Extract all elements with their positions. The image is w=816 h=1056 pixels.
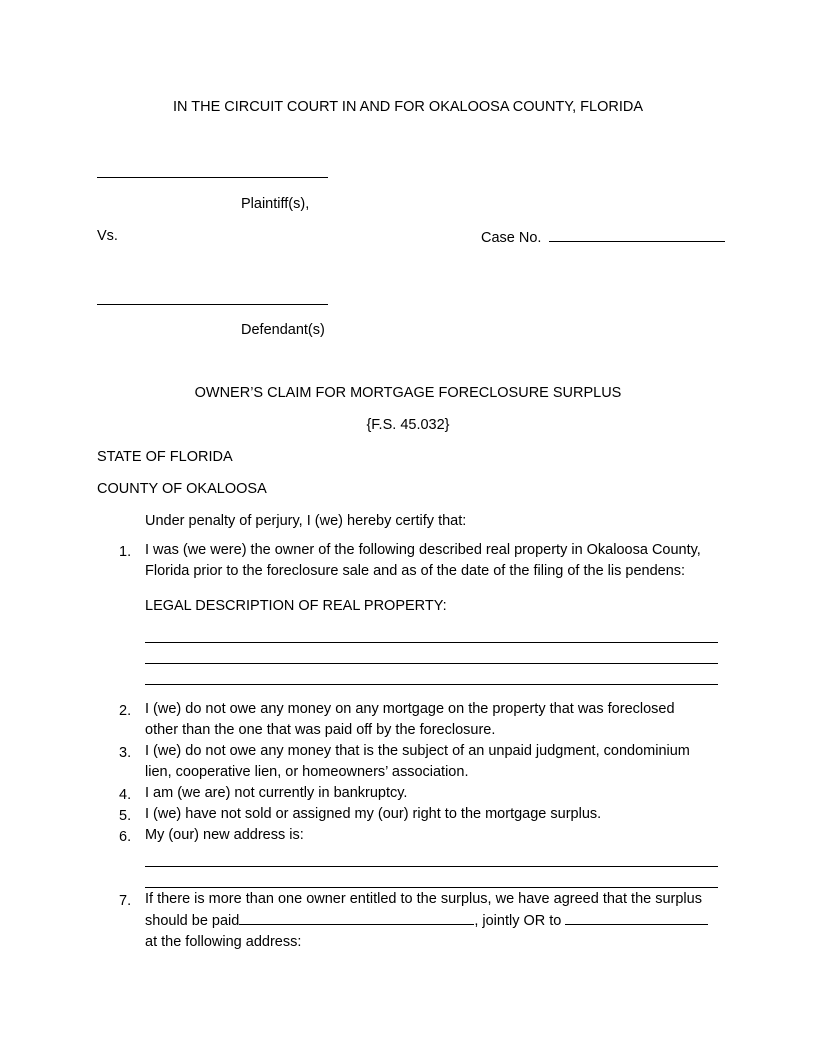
document-title: OWNER’S CLAIM FOR MORTGAGE FORECLOSURE SURPLUS	[194, 385, 622, 401]
item-3-text: I (we) do not owe any money that is the subject of an unpaid judgment, condominium lien, cooperative lien, or homeowners’ association.	[145, 743, 690, 780]
plaintiff-name-line[interactable]	[97, 177, 328, 178]
legal-description-line[interactable]	[145, 642, 718, 643]
item-4-text: I am (we are) not currently in bankruptcy.	[145, 785, 408, 801]
item-5-text: I (we) have not sold or assigned my (our) right to the mortgage surplus.	[145, 806, 602, 822]
item-number: 2.	[119, 703, 132, 719]
new-address-line[interactable]	[145, 866, 718, 867]
item-1-text: I was (we were) the owner of the following described real property in Okaloosa County, Florida prior to the foreclosure sale and as of the date of the filing of the lis pendens:	[145, 542, 701, 579]
legal-description-line[interactable]	[145, 663, 718, 664]
case-number-blank[interactable]	[549, 227, 725, 242]
item-number: 1.	[119, 544, 132, 560]
statute-reference: {F.S. 45.032}	[366, 417, 450, 433]
legal-description-label: LEGAL DESCRIPTION OF REAL PROPERTY:	[145, 598, 447, 614]
payee-joint-blank[interactable]	[239, 910, 474, 925]
county-venue: COUNTY OF OKALOOSA	[97, 481, 267, 497]
legal-description-line[interactable]	[145, 684, 718, 685]
defendant-name-line[interactable]	[97, 304, 328, 305]
case-number-field[interactable]	[481, 227, 725, 247]
payee-single-blank[interactable]	[565, 910, 708, 925]
item-2-text: I (we) do not owe any money on any mortgage on the property that was foreclosed other than the one that was paid off by the foreclosure.	[145, 701, 675, 738]
vs-label: Vs.	[97, 228, 118, 244]
item-6-text: My (our) new address is:	[145, 827, 304, 843]
item-number: 5.	[119, 808, 132, 824]
case-number-label: Case No.	[481, 230, 542, 246]
item-number: 3.	[119, 745, 132, 761]
item-number: 6.	[119, 829, 132, 845]
state-venue: STATE OF FLORIDA	[97, 449, 233, 465]
court-heading: IN THE CIRCUIT COURT IN AND FOR OKALOOSA COUNTY, FLORIDA	[173, 99, 643, 115]
item-number: 4.	[119, 787, 132, 803]
item-7-text: If there is more than one owner entitled to the surplus, we have agreed that the surplus should be paid , jointly OR to at the following address:	[145, 889, 708, 953]
item-number: 7.	[119, 893, 132, 909]
plaintiff-label: Plaintiff(s),	[241, 196, 310, 212]
new-address-line[interactable]	[145, 887, 718, 888]
defendant-label: Defendant(s)	[241, 322, 325, 338]
certification-intro: Under penalty of perjury, I (we) hereby certify that:	[145, 513, 467, 529]
